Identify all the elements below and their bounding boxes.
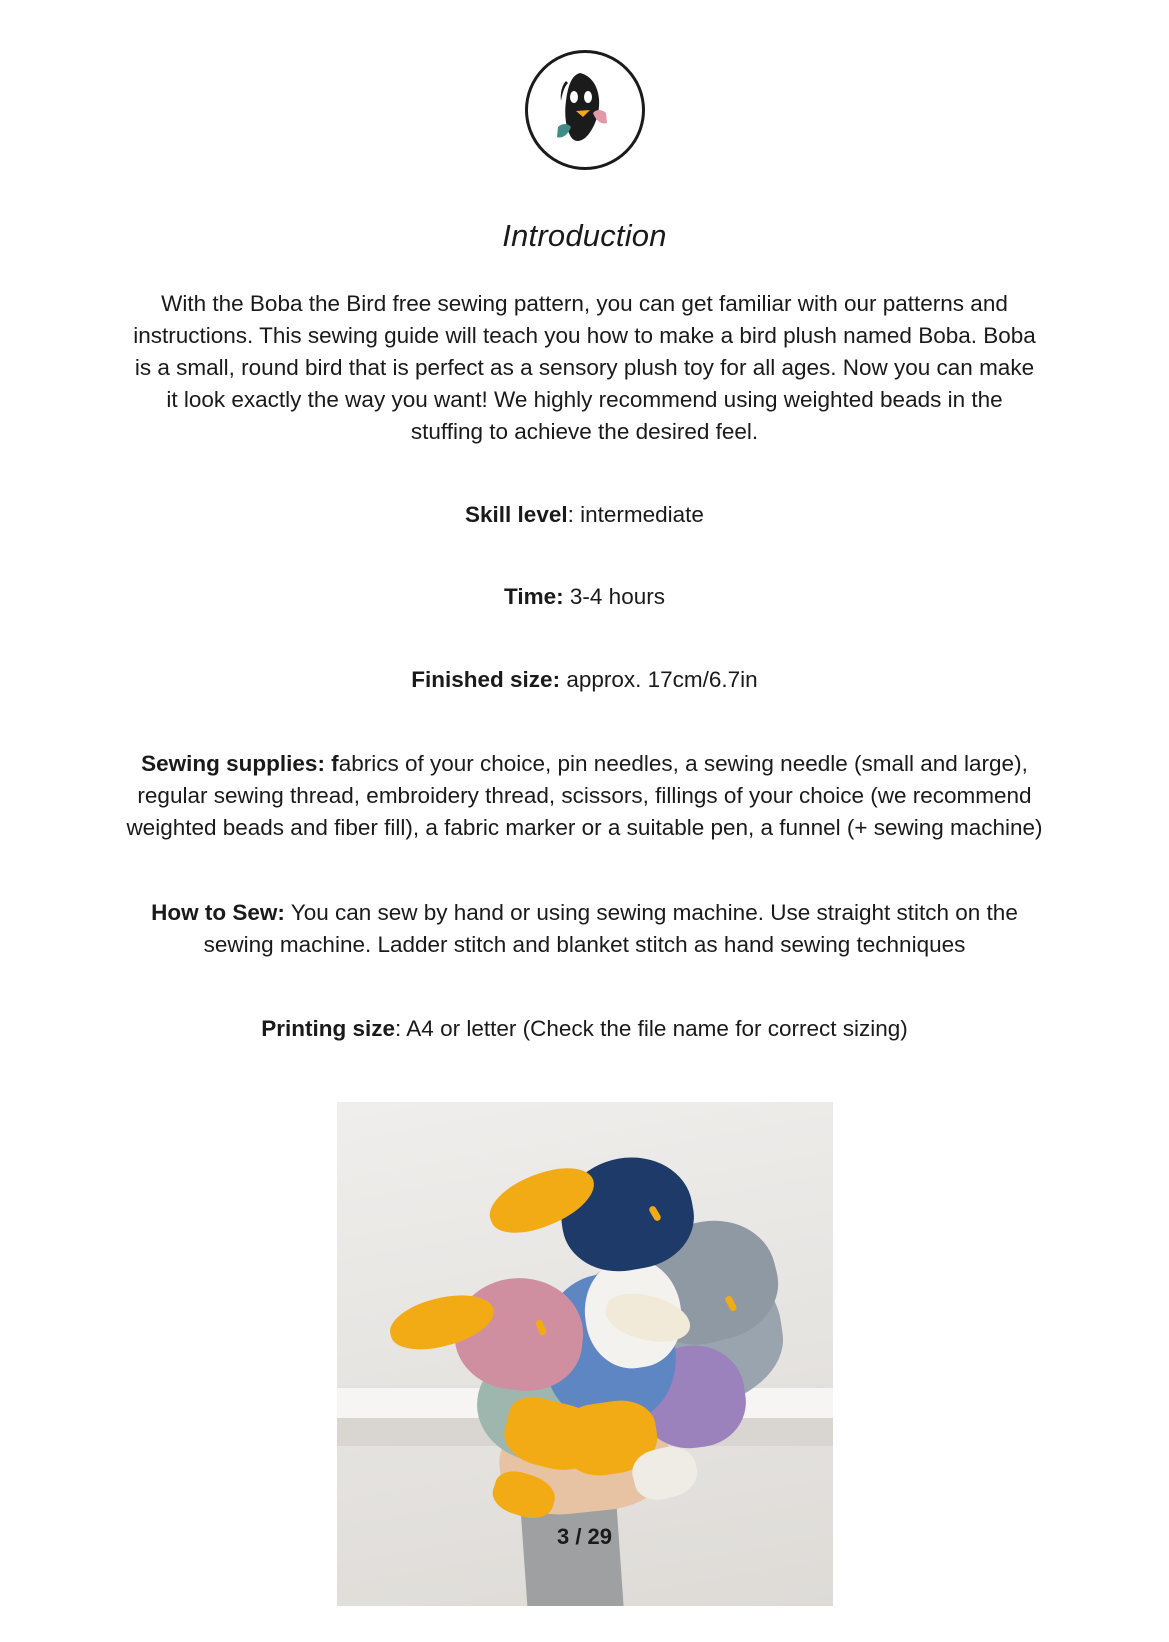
page-number: 3 / 29 — [556, 1524, 613, 1549]
spec-skill-level-value: intermediate — [580, 501, 704, 527]
bird-head-logo-icon — [525, 50, 645, 170]
spec-finished-size — [120, 664, 1050, 696]
spec-sewing-supplies-label: Sewing supplies: f — [141, 751, 339, 776]
spec-time — [120, 581, 1050, 613]
spec-printing-size-value: A4 or letter (Check the file name for correct sizing) — [406, 1016, 908, 1041]
spec-sewing-supplies-value: abrics of your choice, pin needles, a sewing needle (small and large), regular sewing thread, embroidery thread, scissors, fillings of your choice (we recommend weighted beads and fiber fill), a fabric marker or a suitable pen, a funnel (+ sewing machine) — [126, 751, 1043, 840]
spec-time-value: 3-4 hours — [569, 584, 665, 609]
intro-paragraph: With the Boba the Bird free sewing pattern, you can get familiar with our patterns and instructions. This sewing guide will teach you how to make a bird plush named Boba. Boba is a small, round bird that is perfect as a sensory plush toy for all ages. Now you can make it look exactly the way you want! We highly recommend using weighted beads in the stuffing to achieve the desired feel. — [133, 291, 1036, 444]
logo-container — [525, 50, 645, 170]
spec-time-label: Time: — [504, 584, 564, 609]
spec-finished-size-value: approx. 17cm/6.7in — [566, 666, 758, 692]
spec-finished-size-label: Finished size: — [411, 666, 561, 692]
spec-skill-level — [120, 499, 1050, 531]
spec-sewing-supplies — [120, 748, 1050, 844]
spec-printing-size — [120, 1013, 1050, 1045]
spec-how-to-sew-label: How to Sew: — [151, 899, 285, 925]
spec-how-to-sew — [120, 897, 1050, 961]
spec-printing-size-label: Printing size — [261, 1016, 396, 1041]
page-title: Introduction — [502, 218, 667, 253]
spec-skill-level-sep: : — [567, 501, 581, 527]
spec-printing-size-sep: : — [395, 1016, 407, 1041]
spec-skill-level-label: Skill level — [465, 501, 568, 527]
spec-how-to-sew-value: You can sew by hand or using sewing machine. Use straight stitch on the sewing machine. Ladder stitch and blanket stitch as hand sewing techniques — [203, 899, 1018, 957]
